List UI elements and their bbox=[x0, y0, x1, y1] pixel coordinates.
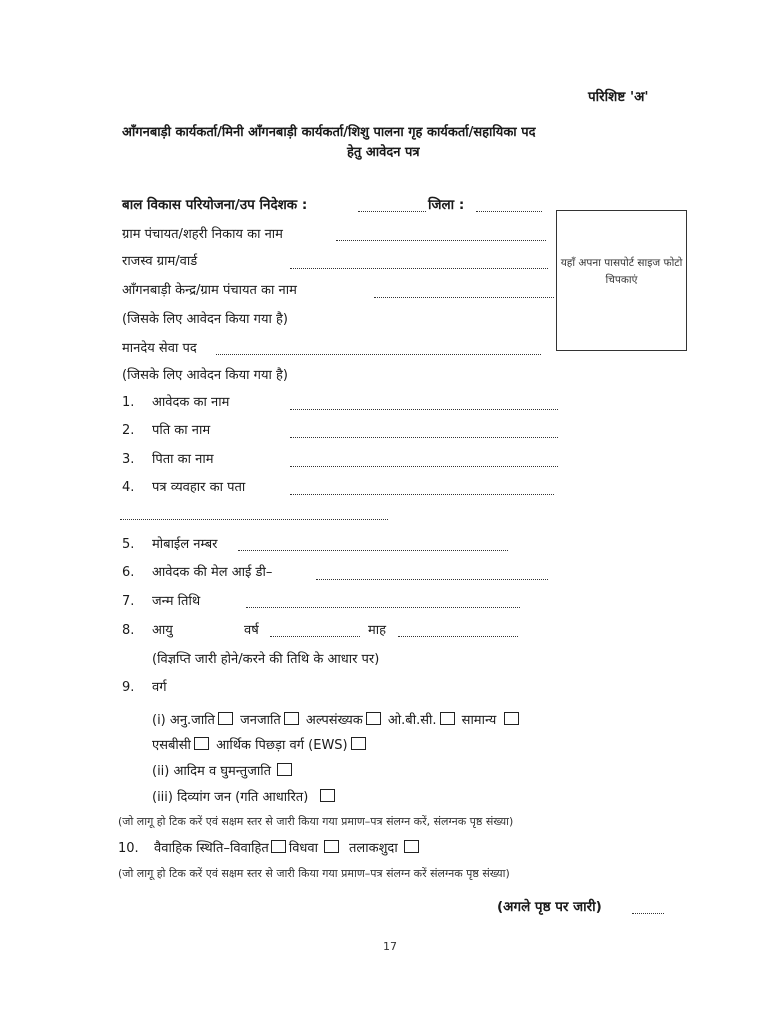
st-checkbox[interactable] bbox=[284, 712, 299, 725]
widow-label: विधवा bbox=[288, 841, 319, 856]
address-field-line1[interactable] bbox=[290, 494, 554, 495]
married-label: वैवाहिक स्थिति–विवाहित bbox=[154, 841, 269, 856]
age-months-label: माह bbox=[368, 623, 387, 638]
passport-photo-box[interactable] bbox=[556, 210, 687, 351]
continued-label: (अगले पृष्ठ पर जारी) bbox=[497, 899, 602, 915]
general-label: सामान्य bbox=[461, 713, 497, 728]
email-field[interactable] bbox=[316, 579, 548, 580]
marital-note: (जो लागू हो टिक करें एवं सक्षम स्तर से जारी किया गया प्रमाण–पत्र संलग्न करें संलग्नक पृष्ठ संख्या) bbox=[118, 867, 510, 880]
post-note: (जिसके लिए आवेदन किया गया है) bbox=[122, 368, 288, 383]
panchayat-field[interactable] bbox=[336, 240, 546, 241]
continued-dots bbox=[632, 913, 664, 914]
district-label: जिला : bbox=[428, 197, 465, 213]
age-years-label: वर्ष bbox=[244, 623, 259, 638]
obc-checkbox[interactable] bbox=[440, 712, 455, 725]
father-name-field[interactable] bbox=[290, 466, 558, 467]
category-row-4 bbox=[152, 789, 338, 806]
divorced-checkbox[interactable] bbox=[404, 840, 419, 853]
mobile-field[interactable] bbox=[238, 550, 508, 551]
item-1-number: 1. bbox=[122, 395, 135, 410]
project-field[interactable] bbox=[358, 211, 426, 212]
post-label: मानदेय सेवा पद bbox=[122, 341, 197, 356]
category-label: वर्ग bbox=[152, 680, 167, 695]
ews-checkbox[interactable] bbox=[351, 737, 366, 750]
disabled-label: (iii) दिव्यांग जन (गति आधारित) bbox=[152, 790, 309, 805]
revenue-village-label: राजस्व ग्राम/वार्ड bbox=[122, 254, 198, 269]
item-5-number: 5. bbox=[122, 537, 135, 552]
applicant-name-label: आवेदक का नाम bbox=[152, 395, 230, 410]
item-9-number: 9. bbox=[122, 680, 135, 695]
age-years-field[interactable] bbox=[270, 636, 360, 637]
page-number: 17 bbox=[383, 940, 397, 953]
category-note: (जो लागू हो टिक करें एवं सक्षम स्तर से जारी किया गया प्रमाण–पत्र संलग्न करें, संलग्नक पृष्ठ संख्या) bbox=[118, 815, 514, 828]
husband-name-label: पति का नाम bbox=[152, 423, 211, 438]
category-row-3 bbox=[152, 763, 295, 780]
sbc-label: एसबीसी bbox=[152, 738, 191, 753]
age-months-field[interactable] bbox=[398, 636, 518, 637]
appendix-label: परिशिष्ट 'अ' bbox=[588, 89, 649, 105]
category-row-1 bbox=[152, 712, 522, 729]
nomadic-checkbox[interactable] bbox=[277, 763, 292, 776]
father-name-label: पिता का नाम bbox=[152, 452, 214, 467]
sbc-checkbox[interactable] bbox=[194, 737, 209, 750]
item-10-number: 10. bbox=[118, 841, 139, 856]
item-4-number: 4. bbox=[122, 480, 135, 495]
obc-label: ओ.बी.सी. bbox=[387, 713, 437, 728]
item-3-number: 3. bbox=[122, 452, 135, 467]
form-title-line2: हेतु आवेदन पत्र bbox=[347, 145, 420, 160]
email-label: आवेदक की मेल आई डी– bbox=[152, 565, 273, 580]
post-field[interactable] bbox=[216, 354, 541, 355]
project-label: बाल विकास परियोजना/उप निदेशक : bbox=[122, 197, 308, 213]
item-6-number: 6. bbox=[122, 565, 135, 580]
form-title-line1: आँगनबाड़ी कार्यकर्ता/मिनी आँगनबाड़ी कार्यकर्ता/शिशु पालना गृह कार्यकर्ता/सहायिका पद bbox=[122, 125, 536, 140]
centre-field[interactable] bbox=[374, 297, 554, 298]
age-label: आयु bbox=[152, 623, 173, 638]
married-checkbox[interactable] bbox=[271, 840, 286, 853]
husband-name-field[interactable] bbox=[290, 437, 558, 438]
marital-status-row bbox=[118, 840, 422, 857]
minority-checkbox[interactable] bbox=[366, 712, 381, 725]
mobile-label: मोबाईल नम्बर bbox=[152, 537, 218, 552]
nomadic-label: (ii) आदिम व घुमन्तुजाति bbox=[152, 764, 271, 779]
dob-field[interactable] bbox=[246, 607, 520, 608]
district-field[interactable] bbox=[476, 211, 542, 212]
widow-checkbox[interactable] bbox=[324, 840, 339, 853]
general-checkbox[interactable] bbox=[504, 712, 519, 725]
sc-checkbox[interactable] bbox=[218, 712, 233, 725]
sc-label: (i) अनु.जाति bbox=[152, 713, 215, 728]
revenue-village-field[interactable] bbox=[290, 268, 548, 269]
item-7-number: 7. bbox=[122, 594, 135, 609]
age-note: (विज्ञप्ति जारी होने/करने की तिथि के आधार पर) bbox=[152, 652, 380, 667]
address-field-line2[interactable] bbox=[120, 519, 388, 520]
disabled-checkbox[interactable] bbox=[320, 789, 335, 802]
dob-label: जन्म तिथि bbox=[152, 594, 201, 609]
category-row-2 bbox=[152, 737, 369, 754]
centre-note: (जिसके लिए आवेदन किया गया है) bbox=[122, 312, 288, 327]
ews-label: आर्थिक पिछड़ा वर्ग (EWS) bbox=[216, 738, 348, 753]
st-label: जनजाति bbox=[240, 713, 281, 728]
address-label: पत्र व्यवहार का पता bbox=[152, 480, 246, 495]
photo-instruction: यहाँ अपना पासपोर्ट साइज फोटो चिपकाएं bbox=[560, 257, 683, 286]
item-8-number: 8. bbox=[122, 623, 135, 638]
item-2-number: 2. bbox=[122, 423, 135, 438]
applicant-name-field[interactable] bbox=[290, 409, 558, 410]
centre-label: आँगनबाड़ी केन्द्र/ग्राम पंचायत का नाम bbox=[122, 283, 297, 298]
minority-label: अल्पसंख्यक bbox=[305, 713, 363, 728]
panchayat-label: ग्राम पंचायत/शहरी निकाय का नाम bbox=[122, 227, 283, 242]
divorced-label: तलाकशुदा bbox=[349, 841, 398, 856]
